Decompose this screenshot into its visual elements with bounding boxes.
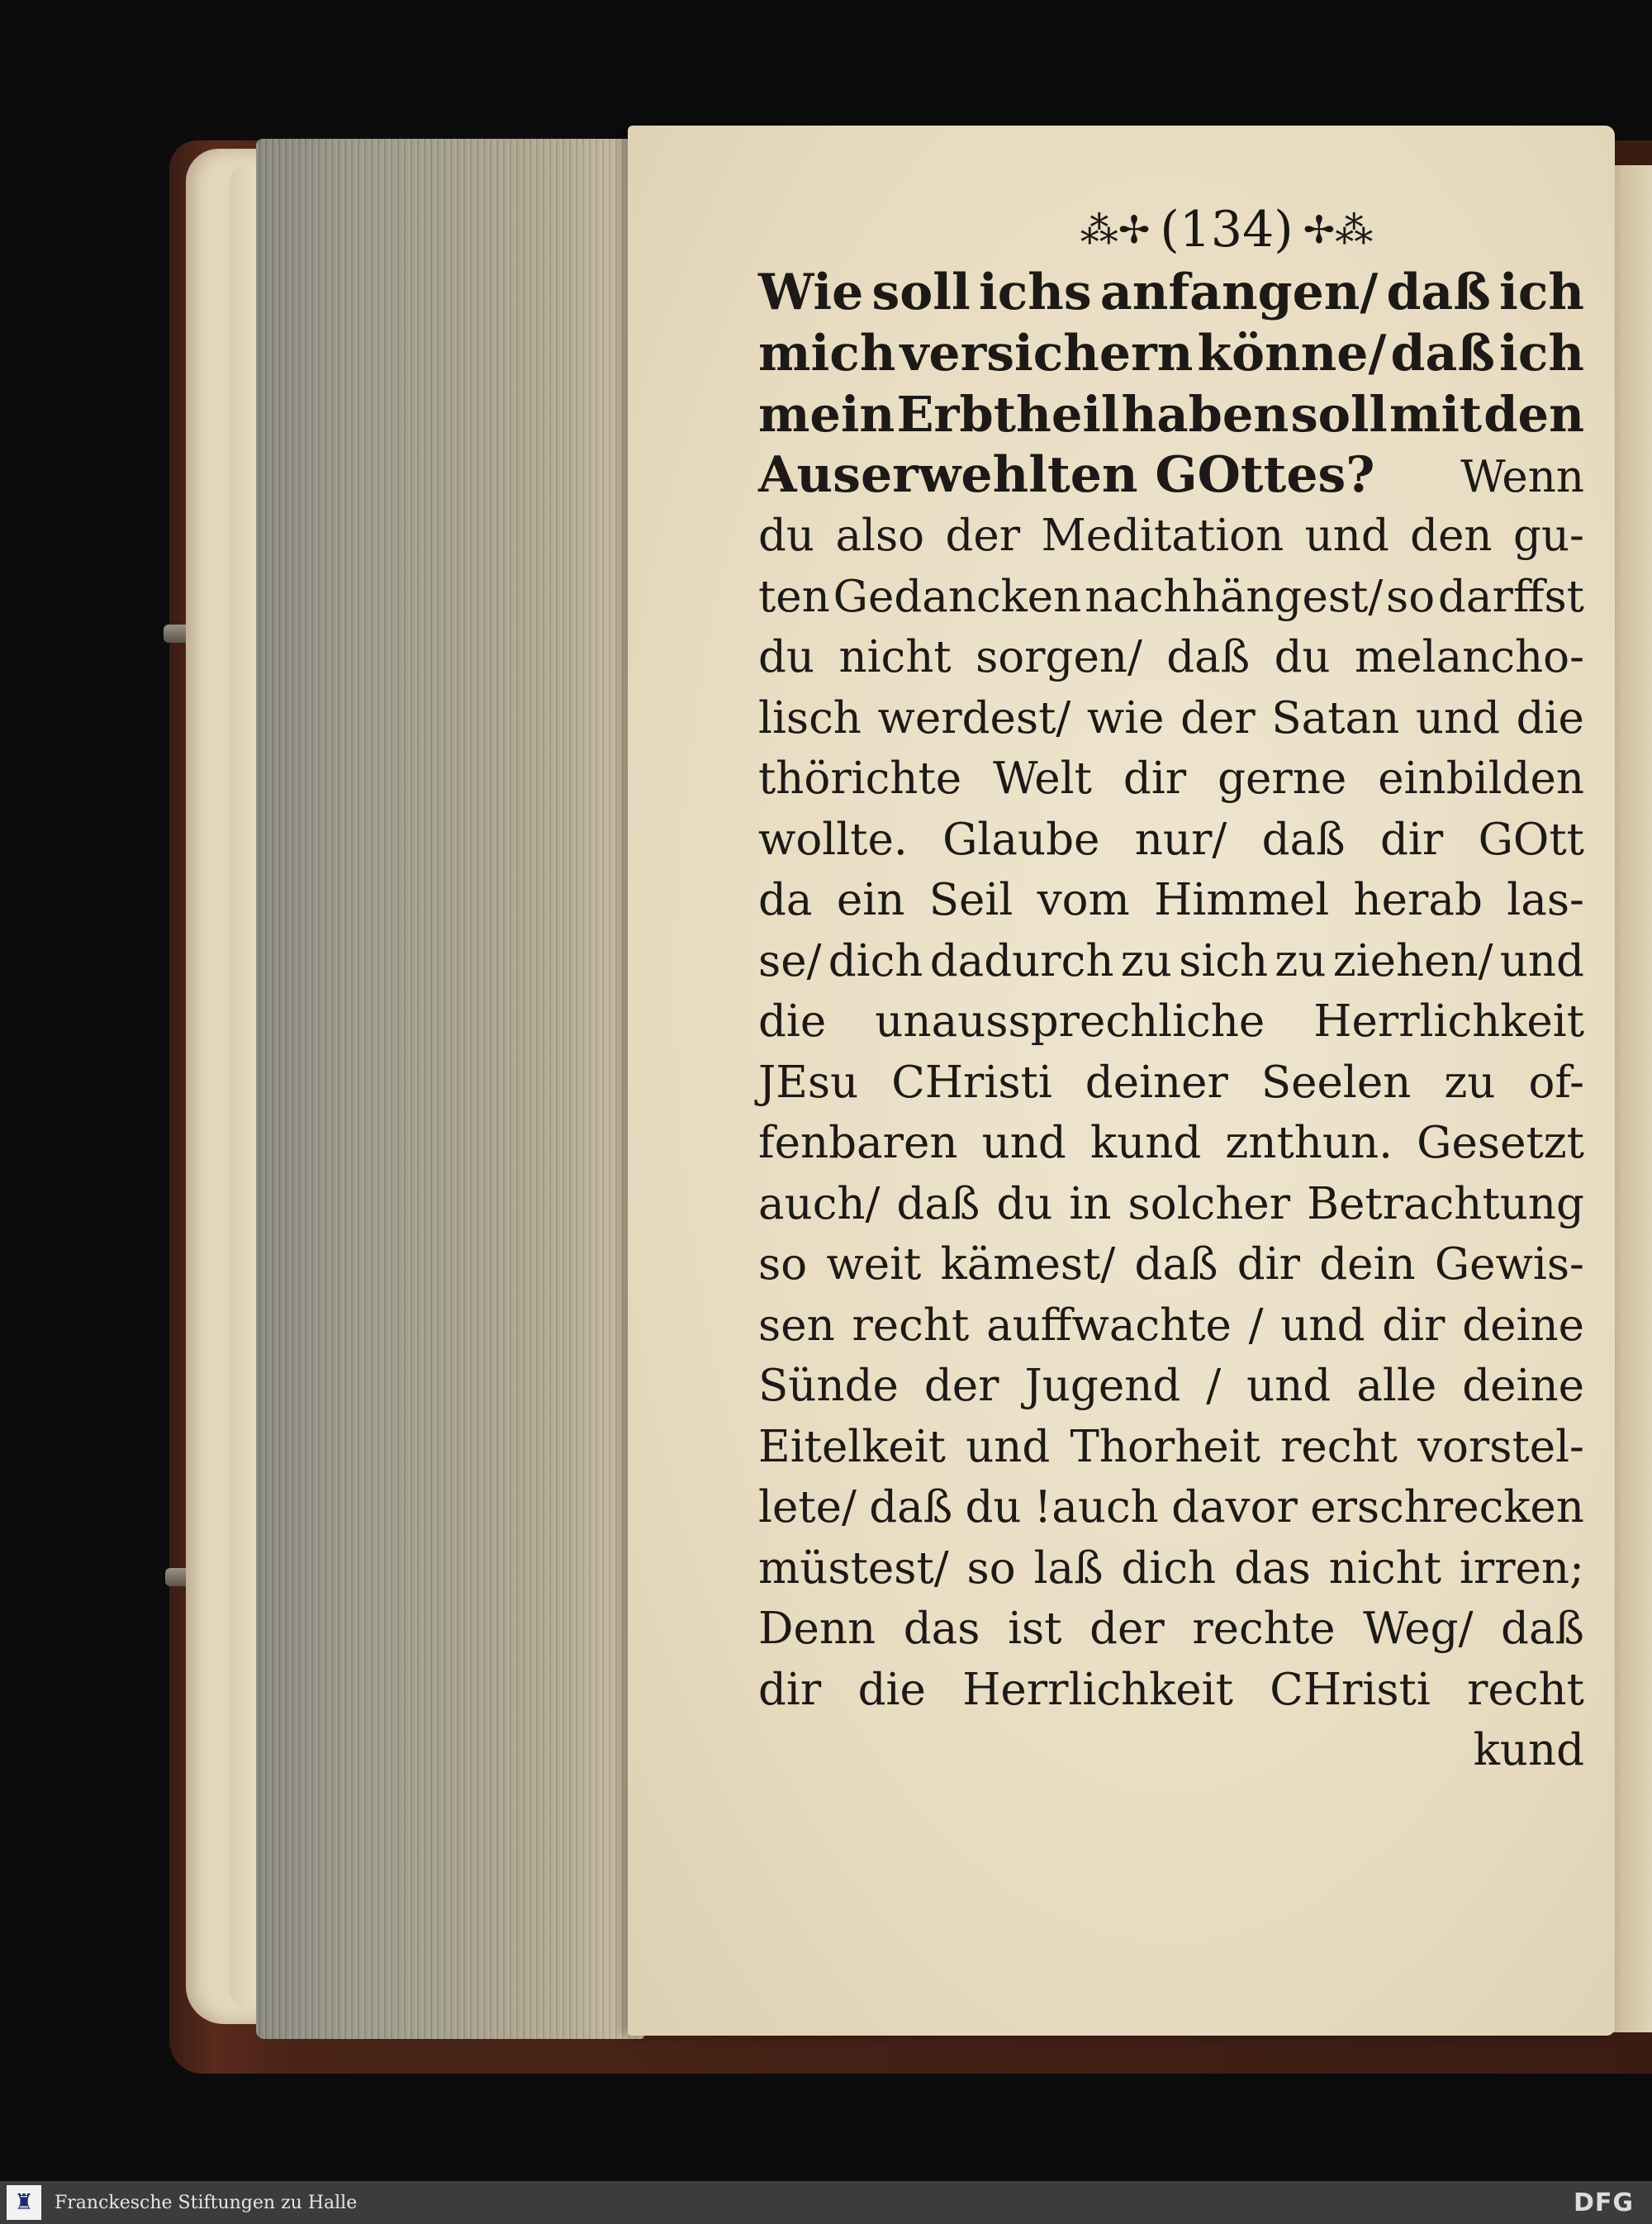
word: und: [1280, 1300, 1365, 1351]
word: fenbaren: [758, 1118, 958, 1168]
word: daß: [869, 1482, 953, 1533]
word: dich: [828, 935, 923, 986]
word: könne/: [1197, 324, 1387, 383]
word: daß: [1386, 264, 1491, 321]
word: ten: [758, 571, 830, 622]
word: Gesetzt: [1417, 1118, 1584, 1168]
word: vorstel-: [1417, 1421, 1584, 1472]
word: CHristi: [891, 1057, 1052, 1108]
word: Welt: [993, 753, 1092, 804]
ornament-left-icon: ⁂✢: [1080, 207, 1151, 252]
word: irren;: [1459, 1542, 1584, 1594]
word: Gewis-: [1434, 1239, 1584, 1290]
word: znthun.: [1225, 1118, 1393, 1168]
word: der: [923, 1361, 999, 1411]
word: mich: [758, 324, 896, 383]
word: davor: [1171, 1482, 1298, 1533]
word: kund: [1089, 1118, 1202, 1168]
word: du: [758, 632, 815, 682]
word: mein: [758, 386, 895, 443]
word: der: [1089, 1604, 1165, 1654]
word: den: [1483, 386, 1584, 443]
word: ist: [1008, 1604, 1062, 1654]
word: recht: [852, 1300, 970, 1351]
word: so: [1386, 571, 1436, 622]
word: die: [758, 996, 827, 1047]
word: unaussprechliche: [875, 996, 1265, 1047]
word: und: [1304, 511, 1389, 561]
word: auffwachte: [986, 1300, 1232, 1351]
word: herab: [1353, 875, 1483, 925]
text-line: [758, 1174, 1584, 1235]
word: Herrlichkeit: [962, 1664, 1233, 1715]
word: den: [1410, 511, 1493, 561]
word: dir: [1237, 1239, 1300, 1290]
word: zu: [1120, 935, 1172, 986]
word: mit: [1389, 386, 1483, 443]
text-line: [758, 870, 1584, 931]
word: soll: [1290, 386, 1388, 443]
text-line: [758, 263, 1584, 324]
word: versichern: [900, 324, 1194, 383]
word: und: [1246, 1361, 1332, 1411]
word: alle: [1356, 1361, 1437, 1411]
word: deine: [1462, 1300, 1584, 1351]
word: Satan: [1271, 692, 1400, 744]
text-line: [758, 1599, 1584, 1660]
word: Glaube: [942, 814, 1100, 865]
text-line: [758, 1234, 1584, 1295]
text-line: [758, 1417, 1584, 1478]
word: daß: [1261, 814, 1346, 865]
word: soll: [871, 264, 971, 321]
dfg-logo: DFG: [1573, 2188, 1634, 2217]
text-line-mixed: [758, 445, 1584, 506]
word: so: [758, 1239, 808, 1290]
word: /: [1206, 1361, 1222, 1411]
word: und: [1499, 935, 1584, 986]
word: GOtt: [1478, 814, 1584, 865]
word: nicht: [838, 632, 952, 682]
word: sorgen/: [976, 632, 1142, 682]
text-line-bold-part: Auserwehlten GOttes?: [758, 445, 1375, 504]
text-line: [758, 748, 1584, 810]
word: also: [835, 511, 925, 561]
word: die: [857, 1664, 926, 1715]
word: !auch: [1033, 1482, 1159, 1533]
institution-name: Franckesche Stiftungen zu Halle: [55, 2192, 358, 2213]
word: auch/: [758, 1178, 881, 1229]
word: nur/: [1134, 814, 1227, 865]
word: Thorheit: [1070, 1421, 1260, 1472]
word: weit: [826, 1239, 922, 1290]
word: Seil: [928, 875, 1014, 925]
word: rechte: [1192, 1604, 1336, 1654]
page-header: [1070, 197, 1384, 263]
text-line-regular-part: Wenn: [1460, 451, 1584, 502]
word: dir: [1123, 753, 1187, 804]
word: zu: [1275, 935, 1327, 986]
word: sich: [1179, 935, 1269, 986]
word: daß: [1501, 1604, 1584, 1654]
text-line: [758, 1660, 1584, 1721]
word: und: [1415, 692, 1501, 744]
word: thörichte: [758, 753, 962, 804]
word: solcher: [1127, 1178, 1291, 1229]
word: lete/: [758, 1482, 857, 1533]
word: Seelen: [1260, 1057, 1412, 1108]
word: das: [1234, 1542, 1311, 1594]
word: nicht: [1328, 1542, 1441, 1594]
word: melancho-: [1355, 632, 1584, 682]
word: se/: [758, 935, 822, 986]
text-line: [758, 1477, 1584, 1538]
text-line: [758, 931, 1584, 992]
word: Meditation: [1041, 511, 1284, 561]
word: ich: [1499, 264, 1584, 321]
word: sen: [758, 1300, 835, 1351]
word: und: [981, 1118, 1066, 1168]
word: ichs: [978, 264, 1092, 321]
text-line: [758, 627, 1584, 688]
word: erschrecken: [1310, 1482, 1584, 1533]
word: du: [996, 1178, 1053, 1229]
word: Gedancken: [833, 571, 1082, 622]
body-text: [758, 263, 1584, 1781]
word: ziehen/: [1332, 935, 1493, 986]
ornament-right-icon: ✢⁂: [1303, 207, 1374, 252]
word: kämest/: [940, 1239, 1116, 1290]
word: dadurch: [929, 935, 1114, 986]
word: darffst: [1437, 571, 1584, 622]
word: dich: [1121, 1542, 1217, 1594]
word: gerne: [1218, 753, 1347, 804]
word: und: [966, 1421, 1051, 1472]
word: der: [1180, 692, 1256, 744]
institution-logo-icon: ♜: [7, 2185, 41, 2220]
word: du: [1274, 632, 1331, 682]
text-line: [758, 506, 1584, 567]
word: dir: [758, 1664, 822, 1715]
word: so: [966, 1542, 1016, 1594]
word: las-: [1507, 875, 1584, 925]
word: ich: [1499, 324, 1584, 383]
text-line: [758, 810, 1584, 871]
word: /: [1248, 1300, 1264, 1351]
word: laß: [1033, 1542, 1104, 1594]
text-line: [758, 688, 1584, 749]
word: daß: [1134, 1239, 1218, 1290]
word: of-: [1528, 1057, 1584, 1108]
word: wie: [1086, 692, 1165, 744]
word: deine: [1462, 1361, 1584, 1411]
word: recht: [1280, 1421, 1398, 1472]
word: Herrlichkeit: [1313, 996, 1584, 1047]
word: die: [1516, 692, 1584, 744]
word: daß: [1166, 632, 1251, 682]
word: Wie: [758, 264, 864, 321]
text-line: [758, 991, 1584, 1053]
word: Jugend: [1024, 1361, 1181, 1411]
word: Eitelkeit: [758, 1421, 946, 1472]
word: wollte.: [758, 814, 908, 865]
word: daß: [896, 1178, 980, 1229]
word: ein: [836, 875, 905, 925]
word: dir: [1382, 1300, 1446, 1351]
text-line: [758, 1295, 1584, 1357]
word: dein: [1319, 1239, 1416, 1290]
text-line: [758, 1356, 1584, 1417]
word: dir: [1379, 814, 1444, 865]
word: daß: [1390, 324, 1495, 383]
word: Denn: [758, 1604, 876, 1654]
word: haben: [1121, 386, 1289, 443]
word: recht: [1467, 1664, 1584, 1715]
text-line: [758, 567, 1584, 628]
page-number: (134): [1160, 201, 1294, 259]
word: deiner: [1085, 1057, 1228, 1108]
catchword-text: kund: [1473, 1725, 1584, 1775]
word: der: [945, 511, 1021, 561]
word: da: [758, 875, 813, 925]
word: in: [1069, 1178, 1112, 1229]
catchword: [758, 1720, 1584, 1781]
word: einbilden: [1378, 753, 1584, 804]
text-line: [758, 1053, 1584, 1114]
word: du: [965, 1482, 1022, 1533]
viewer-footer: [0, 2181, 1652, 2224]
word: CHristi: [1270, 1664, 1431, 1715]
word: zu: [1444, 1057, 1496, 1108]
text-line: [758, 1113, 1584, 1174]
word: Erbtheil: [896, 386, 1120, 443]
word: Sünde: [758, 1361, 899, 1411]
text-line: [758, 384, 1584, 445]
word: müstest/: [758, 1542, 949, 1594]
right-page-edge: [1611, 165, 1652, 2032]
word: JEsu: [758, 1057, 859, 1108]
word: werdest/: [877, 692, 1071, 744]
word: Himmel: [1154, 875, 1330, 925]
page-edges-block: [256, 139, 644, 2039]
word: Weg/: [1363, 1604, 1474, 1654]
word: gu-: [1512, 511, 1584, 561]
word: du: [758, 511, 815, 561]
text-line: [758, 324, 1584, 385]
word: lisch: [758, 692, 862, 744]
text-line: [758, 1538, 1584, 1599]
word: das: [903, 1604, 980, 1654]
word: nachhängest/: [1085, 571, 1384, 622]
word: Betrachtung: [1307, 1178, 1584, 1229]
word: anfangen/: [1099, 264, 1379, 321]
word: vom: [1037, 875, 1130, 925]
